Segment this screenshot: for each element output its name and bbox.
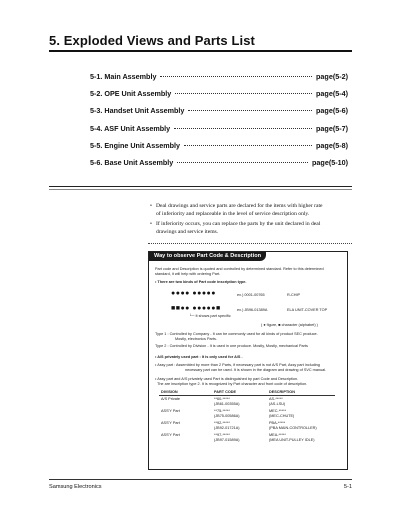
table-cell-code: (JB61-00355A)	[214, 402, 240, 406]
legend-text: ( ● figure, ■ character (alphabet) )	[261, 323, 318, 327]
table-cell-code: **75-*****	[214, 409, 230, 413]
toc-leader	[160, 76, 312, 77]
toc-row-handset-unit[interactable]	[90, 106, 348, 123]
table-cell-division: ASS'Y Part	[161, 421, 180, 425]
toc-leader	[184, 145, 312, 146]
toc-label: 5-4. ASF Unit Assembly	[90, 123, 171, 133]
toc-page: page(5-7)	[316, 123, 348, 133]
intro-text: standard, it will help with ordering Part.	[155, 272, 221, 276]
table-cell-desc: (MEC-CHUTE)	[269, 414, 295, 418]
kinds-title: • There are two kinds of Part code inscription type.	[155, 280, 247, 284]
footer-page-number: 5-1	[343, 484, 352, 490]
assy-text: necessary part can be used. It is shown in the diagram and drawing of SVC manual.	[185, 368, 327, 372]
toc-label: 5-3. Handset Unit Assembly	[90, 106, 185, 116]
table-header-division: DIVISION	[161, 390, 178, 394]
example-desc: R-CHIP	[287, 293, 301, 297]
table-cell-desc: (AS-LSU)	[269, 402, 286, 406]
section-divider	[49, 186, 352, 187]
assy-text: • Assy part : Assembled by more than 2 Parts, if necessary part is not A/S Part, Assy part including	[155, 363, 320, 367]
table-cell-division: ASS'Y Part	[161, 409, 180, 413]
note-line: • Deal drawings and service parts are declared for the items with higher rate	[150, 203, 323, 209]
toc-label: 5-2. OPE Unit Assembly	[90, 89, 172, 99]
note-line: of inferiority and replaceable in the level of service description only.	[156, 210, 310, 217]
code-pattern-type2: ■■●● ●●●●●■	[171, 305, 221, 312]
title-rule	[49, 50, 352, 52]
type1-text: Type 1 : Controlled by Company - It can be commonly used for all kinds of product SEC produce.	[155, 332, 318, 336]
toc-leader	[188, 110, 312, 111]
type2-text: Type 2 : Controlled by Division - It is used in one produce. Mostly, Mostly, mechanical Parts	[155, 344, 308, 348]
toc-label: 5-1. Main Assembly	[90, 72, 157, 81]
as-private-text: • A/S privately used part : It is only used for A/S .	[155, 355, 243, 359]
toc-row-base-unit[interactable]	[90, 158, 348, 175]
table-cell-division: ASS'Y Part	[161, 433, 180, 437]
toc-label: 5-5. Engine Unit Assembly	[90, 140, 180, 150]
bullet-icon: •	[150, 221, 152, 227]
page-title: 5. Exploded Views and Parts List	[49, 33, 255, 48]
table-cell-desc: PBA-*****	[269, 421, 286, 425]
box-heading: Way to observe Part Code & Description	[149, 252, 266, 261]
table-cell-desc: AS-*****	[269, 397, 283, 401]
table-cell-division: A/S Private	[161, 397, 180, 401]
toc-row-engine-unit[interactable]	[90, 141, 348, 158]
toc-page: page(5-2)	[316, 72, 348, 81]
example-desc: ELA UNIT-COVER TOP	[287, 308, 328, 312]
distinguish-text: The are inscription type 2. It is recognized by Part character and front code of description.	[157, 382, 308, 386]
note-line: drawings and service items.	[156, 228, 219, 235]
toc-leader	[174, 128, 312, 129]
toc-leader	[177, 162, 308, 163]
bullet-icon: •	[150, 203, 152, 209]
dotted-separator	[148, 243, 352, 244]
table-cell-code: **60-*****	[214, 397, 230, 401]
table-rule	[159, 395, 335, 396]
toc-leader	[175, 93, 312, 94]
toc-page: page(5-10)	[312, 157, 348, 167]
section-divider-thin	[49, 189, 352, 190]
note-line: • If inferiority occurs, you can replace the parts by the unit declared in deal	[150, 221, 321, 227]
distinguish-text: • Assy part and A/S privately used Part is distinguished by part Code and Description.	[155, 377, 299, 381]
table-of-contents	[90, 72, 348, 175]
toc-row-asf-unit[interactable]	[90, 124, 348, 141]
part-code-guide-box	[148, 251, 348, 470]
shows-note: └─ It shows part specific	[189, 314, 231, 318]
table-cell-code: (JB75-00586A)	[214, 414, 240, 418]
toc-page: page(5-6)	[316, 106, 348, 116]
footer-company: Samsung Electronics	[49, 484, 102, 490]
table-cell-code: **97-*****	[214, 433, 230, 437]
toc-page: page(5-4)	[316, 89, 348, 99]
table-cell-desc: MEC-*****	[269, 409, 287, 413]
table-header-description: DESCRIPTION	[269, 390, 295, 394]
table-cell-code: (JB92-01721A)	[214, 426, 240, 430]
table-header-part-code: PART CODE	[214, 390, 237, 394]
table-cell-code: (JB97-01589A)	[214, 438, 240, 442]
table-cell-desc: (PBA MAIN-CONTROLLER)	[269, 426, 317, 430]
table-cell-code: **92-*****	[214, 421, 230, 425]
table-cell-desc: (MEA UNIT-PULLEY IDLE)	[269, 438, 315, 442]
table-cell-desc: MEA-*****	[269, 433, 286, 437]
intro-text: Part code and Description is quoted and controlled by determined standard. Refer to this determined	[155, 267, 324, 271]
footer-rule	[49, 479, 352, 480]
code-pattern-type1: ●●●● ●●●●●	[171, 290, 216, 297]
example-code: ex.) 0001-00765	[237, 293, 265, 297]
toc-label: 5-6. Base Unit Assembly	[90, 157, 174, 167]
type1-text: Mostly, electronics Parts.	[175, 337, 217, 341]
toc-row-main-assembly[interactable]	[90, 72, 348, 89]
toc-row-ope-unit[interactable]	[90, 89, 348, 106]
toc-page: page(5-8)	[316, 140, 348, 150]
example-code: ex.) JB96-01389A	[237, 308, 268, 312]
